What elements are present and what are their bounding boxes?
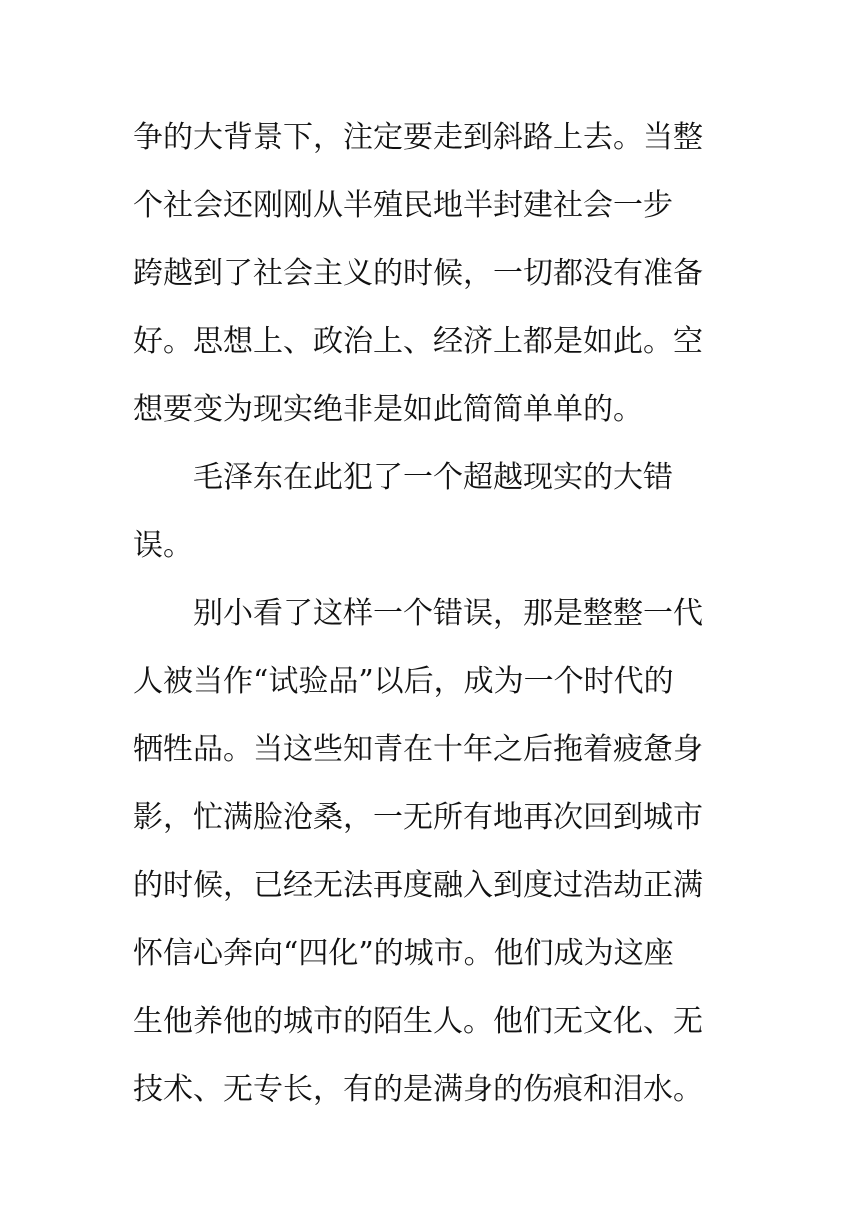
text-line: 争的大背景下，注定要走到斜路上去。当整 xyxy=(133,120,703,155)
text-line: 别小看了这样一个错误，那是整整一代 xyxy=(193,596,703,631)
text-line: 跨越到了社会主义的时候，一切都没有准备 xyxy=(133,256,703,291)
text-line: 个社会还刚刚从半殖民地半封建社会一步 xyxy=(133,188,673,223)
text-line: 生他养他的城市的陌生人。他们无文化、无 xyxy=(133,1004,703,1039)
text-line: 毛泽东在此犯了一个超越现实的大错 xyxy=(193,460,673,495)
text-line: 好。思想上、政治上、经济上都是如此。空 xyxy=(133,324,703,359)
text-line: 怀信心奔向“四化”的城市。他们成为这座 xyxy=(133,936,674,971)
text-line: 人被当作“试验品”以后，成为一个时代的 xyxy=(133,664,674,699)
text-line: 牺牲品。当这些知青在十年之后拖着疲惫身 xyxy=(133,732,703,767)
text-line: 想要变为现实绝非是如此简简单单的。 xyxy=(133,392,643,427)
text-line: 影，忙满脸沧桑，一无所有地再次回到城市 xyxy=(133,800,703,835)
text-line: 的时候，已经无法再度融入到度过浩劫正满 xyxy=(133,868,703,903)
text-line: 技术、无专长，有的是满身的伤痕和泪水。 xyxy=(133,1072,703,1107)
text-line: 误。 xyxy=(133,528,193,563)
